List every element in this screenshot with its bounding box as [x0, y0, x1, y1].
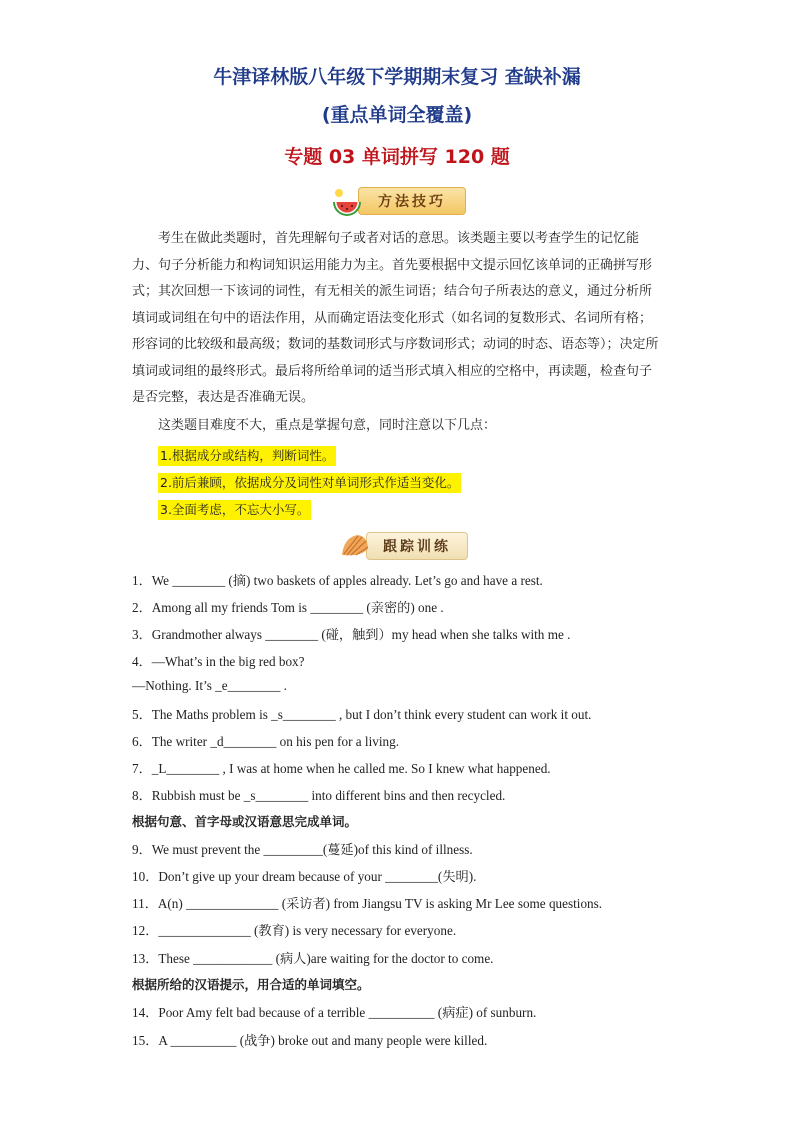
method-banner-label: 方法技巧	[358, 187, 466, 215]
question-12: 12．______________ (教育) is very necessary for everyone.	[132, 923, 457, 938]
topic-title: 专题 03 单词拼写 120 题	[284, 146, 510, 168]
question-1: 1．We ________ (摘) two baskets of apples already. Let’s go and have a rest.	[132, 573, 543, 588]
shell-icon	[338, 529, 372, 563]
section-heading: 根据所给的汉语提示，用合适的单词填空。	[132, 977, 370, 992]
question-5: 5．The Maths problem is _s________ , but I don’t think every student can work it out.	[132, 707, 592, 722]
question-3: 3．Grandmother always ________ (碰，触到）my head when she talks with me .	[132, 627, 571, 642]
intro-paragraph: 考生在做此类题时，首先理解句子或者对话的意思。该类题主要以考查学生的记忆能力、句子分析能力和构词知识运用能力为主。首先要根据中文提示回忆该单词的正确拼写形式；其次回想一下该词的词性，有无相关的派生词语；结合句子所表达的意义，通过分析所填词或词组在句中的语法作用，从而确定语法变化形式（如名词的复数形式、名词所有格；形容词的比较级和最高级；数词的基数词形式与序数词形式；动词的时态、语态等）；决定所填词或词组的最终形式。最后将所给单词的适当形式填入相应的空格中，再读题，检查句子是否完整，表达是否准确无误。	[132, 231, 659, 405]
question-15: 15．A __________ (战争) broke out and many people were killed.	[132, 1033, 488, 1048]
question-4: 4．—What’s in the big red box?	[132, 654, 305, 669]
document-title: 牛津译林版八年级下学期期末复习 查缺补漏	[213, 66, 581, 88]
question-9: 9．We must prevent the _________(蔓延)of this kind of illness.	[132, 842, 473, 857]
section-heading: 根据句意、首字母或汉语意思完成单词。	[132, 814, 358, 829]
tip-1: 1.根据成分或结构，判断词性。	[158, 446, 336, 466]
tip-3: 3.全面考虑，不忘大小写。	[158, 500, 311, 520]
practice-banner-label: 跟踪训练	[366, 532, 468, 560]
question-8: 8．Rubbish must be _s________ into different bins and then recycled.	[132, 788, 506, 803]
question-7: 7．_L________ , I was at home when he called me. So I knew what happened.	[132, 761, 551, 776]
intro-note: 这类题目难度不大，重点是掌握句意，同时注意以下几点：	[158, 418, 497, 433]
method-banner	[330, 186, 466, 216]
question-2: 2．Among all my friends Tom is ________ (亲密的) one .	[132, 600, 444, 615]
tip-2: 2.前后兼顾，依据成分及词性对单词形式作适当变化。	[158, 473, 461, 493]
question-11: 11．A(n) ______________ (采访者) from Jiangsu TV is asking Mr Lee some questions.	[132, 896, 603, 911]
question-13: 13．These ____________ (病人)are waiting for the doctor to come.	[132, 951, 494, 966]
watermelon-icon	[330, 184, 364, 218]
document-subtitle: (重点单词全覆盖)	[321, 104, 473, 126]
question-4-answer: —Nothing. It’s _e________ .	[132, 678, 287, 693]
question-6: 6．The writer _d________ on his pen for a living.	[132, 734, 400, 749]
question-14: 14．Poor Amy felt bad because of a terrible __________ (病症) of sunburn.	[132, 1005, 537, 1020]
practice-banner	[338, 531, 468, 561]
question-10: 10．Don’t give up your dream because of your ________(失明).	[132, 869, 477, 884]
